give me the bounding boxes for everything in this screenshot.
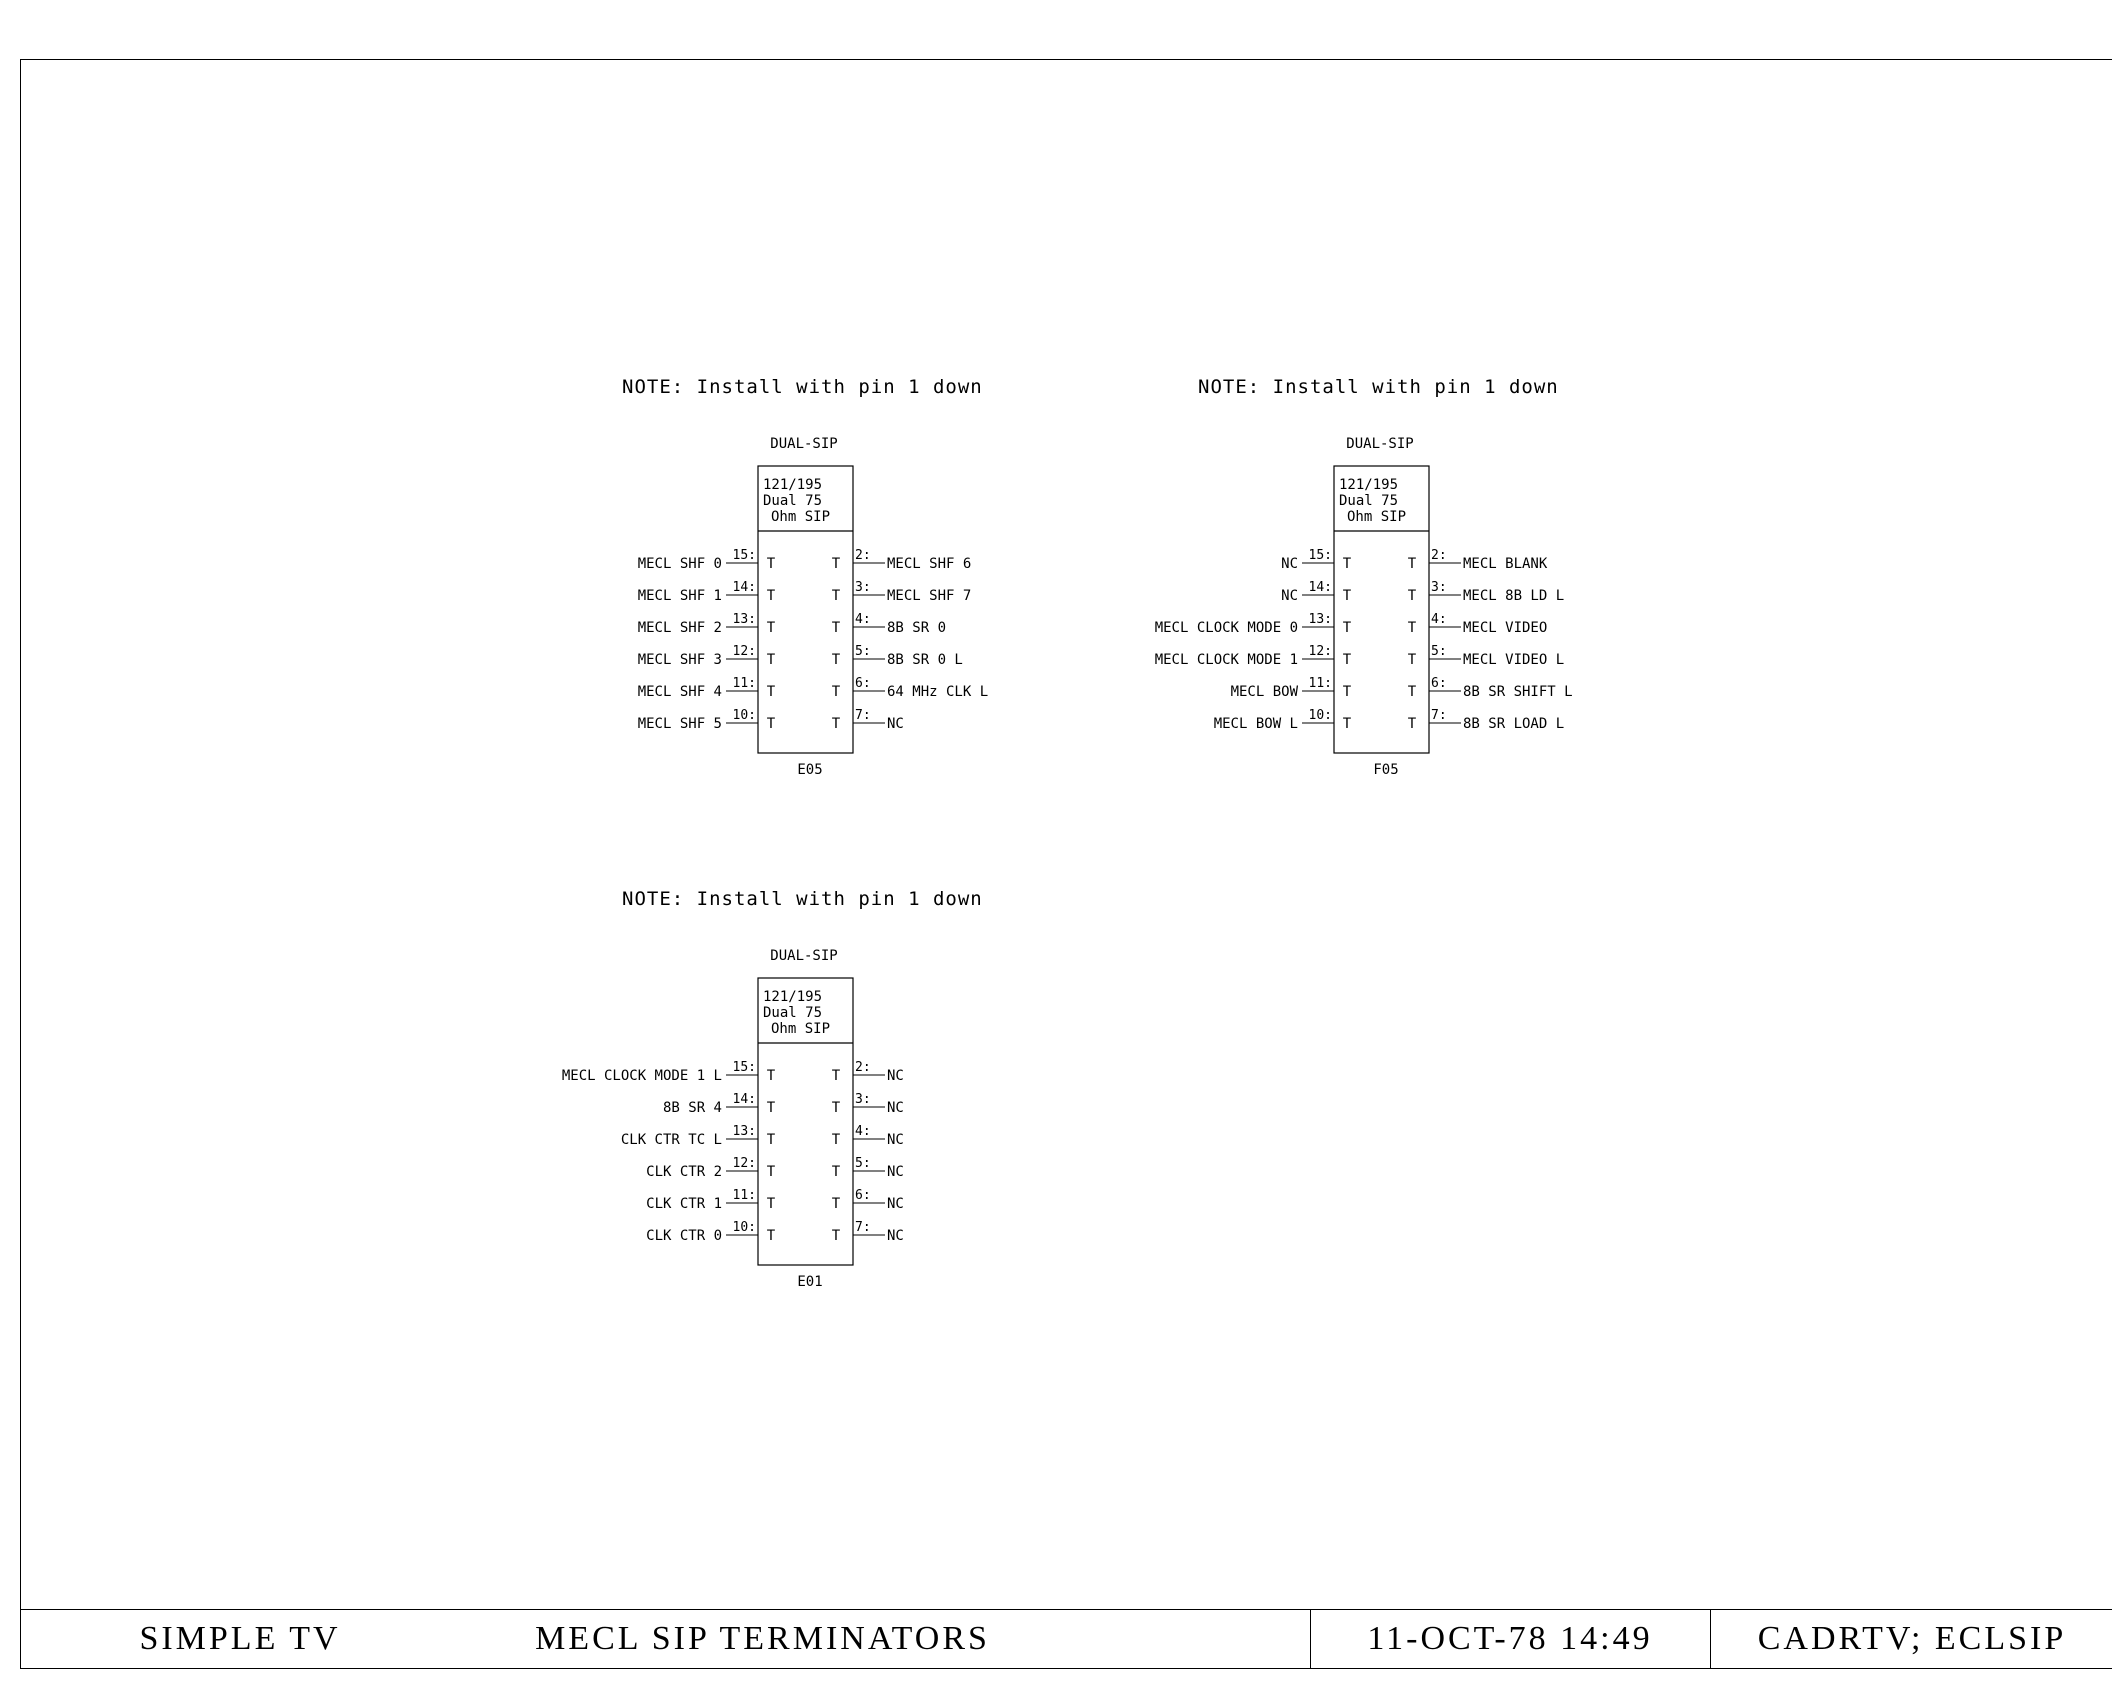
chip-description: Dual 75: [1339, 493, 1399, 509]
signal-label: CLK CTR 0: [646, 1228, 722, 1244]
terminator-label: T: [831, 588, 841, 604]
signal-label: NC: [887, 1100, 904, 1116]
pin-number: 15:: [732, 548, 756, 563]
pin-number: 14:: [732, 1092, 756, 1107]
pin-number: 2:: [855, 1060, 871, 1075]
signal-label: MECL CLOCK MODE 0: [1154, 620, 1298, 636]
signal-label: NC: [887, 1164, 904, 1180]
terminator-label: T: [766, 716, 776, 732]
signal-label: MECL VIDEO: [1463, 620, 1548, 636]
signal-label: NC: [1281, 556, 1298, 572]
terminator-label: T: [1407, 588, 1417, 604]
terminator-label: T: [1407, 620, 1417, 636]
terminator-label: T: [831, 652, 841, 668]
pin-number: 3:: [1431, 580, 1447, 595]
pin-number: 15:: [732, 1060, 756, 1075]
signal-label: CLK CTR TC L: [620, 1132, 722, 1148]
pin-number: 14:: [1308, 580, 1332, 595]
chip-reference: F05: [1373, 762, 1399, 778]
pin-number: 4:: [1431, 612, 1447, 627]
terminator-label: T: [766, 1132, 776, 1148]
chip-description: Dual 75: [763, 493, 823, 509]
signal-label: NC: [887, 1228, 904, 1244]
terminator-label: T: [831, 1196, 841, 1212]
sip-chip-e01: [562, 888, 983, 1290]
chip-reference: E05: [797, 762, 823, 778]
pin-number: 5:: [855, 1156, 871, 1171]
sip-chip-f05: [1155, 376, 1573, 778]
pin-number: 10:: [1308, 708, 1332, 723]
title-divider: [1710, 1610, 1711, 1668]
terminator-label: T: [766, 652, 776, 668]
pin-number: 11:: [732, 1188, 756, 1203]
signal-label: 64 MHz CLK L: [887, 684, 989, 700]
signal-label: MECL SHF 5: [637, 716, 722, 732]
signal-label: NC: [887, 1068, 904, 1084]
signal-label: MECL VIDEO L: [1463, 652, 1565, 668]
terminator-label: T: [766, 1068, 776, 1084]
pin-number: 7:: [855, 1220, 871, 1235]
chip-description: 121/195: [763, 989, 823, 1005]
terminator-label: T: [766, 1100, 776, 1116]
signal-label: MECL BOW L: [1213, 716, 1298, 732]
terminator-label: T: [1407, 684, 1417, 700]
pin-number: 10:: [732, 1220, 756, 1235]
terminator-label: T: [1342, 716, 1352, 732]
terminator-label: T: [1407, 716, 1417, 732]
pin-number: 4:: [855, 612, 871, 627]
signal-label: MECL 8B LD L: [1463, 588, 1565, 604]
signal-label: 8B SR 0 L: [887, 652, 963, 668]
signal-label: MECL SHF 4: [637, 684, 722, 700]
signal-label: MECL BOW: [1230, 684, 1298, 700]
signal-label: MECL SHF 6: [887, 556, 972, 572]
pin-number: 5:: [855, 644, 871, 659]
signal-label: MECL SHF 7: [887, 588, 972, 604]
terminator-label: T: [766, 1228, 776, 1244]
pin-number: 5:: [1431, 644, 1447, 659]
pin-number: 3:: [855, 1092, 871, 1107]
pin-number: 11:: [732, 676, 756, 691]
package-label: DUAL-SIP: [770, 948, 838, 964]
install-note: NOTE: Install with pin 1 down: [622, 376, 983, 398]
terminator-label: T: [831, 684, 841, 700]
title-divider: [1310, 1610, 1311, 1668]
pin-number: 11:: [1308, 676, 1332, 691]
terminator-label: T: [831, 1132, 841, 1148]
terminator-label: T: [766, 556, 776, 572]
terminator-label: T: [831, 620, 841, 636]
signal-label: NC: [887, 1196, 904, 1212]
signal-label: MECL CLOCK MODE 1 L: [561, 1068, 722, 1084]
terminator-label: T: [1407, 652, 1417, 668]
terminator-label: T: [831, 1068, 841, 1084]
signal-label: 8B SR 4: [662, 1100, 722, 1116]
pin-number: 12:: [1308, 644, 1332, 659]
pin-number: 6:: [1431, 676, 1447, 691]
signal-label: NC: [887, 716, 904, 732]
signal-label: MECL SHF 2: [637, 620, 722, 636]
signal-label: MECL SHF 3: [637, 652, 722, 668]
pin-number: 12:: [732, 1156, 756, 1171]
pin-number: 4:: [855, 1124, 871, 1139]
pin-number: 7:: [1431, 708, 1447, 723]
signal-label: NC: [887, 1132, 904, 1148]
pin-number: 15:: [1308, 548, 1332, 563]
pin-number: 14:: [732, 580, 756, 595]
pin-number: 3:: [855, 580, 871, 595]
drawing-date: 11-OCT-78 14:49: [1367, 1620, 1653, 1657]
pin-number: 13:: [1308, 612, 1332, 627]
signal-label: 8B SR LOAD L: [1463, 716, 1565, 732]
signal-label: CLK CTR 2: [646, 1164, 722, 1180]
terminator-label: T: [1342, 556, 1352, 572]
terminator-label: T: [831, 1228, 841, 1244]
pin-number: 13:: [732, 1124, 756, 1139]
chip-description: Dual 75: [763, 1005, 823, 1021]
pin-number: 6:: [855, 676, 871, 691]
pin-number: 6:: [855, 1188, 871, 1203]
package-label: DUAL-SIP: [770, 436, 838, 452]
signal-label: MECL SHF 1: [637, 588, 722, 604]
pin-number: 2:: [1431, 548, 1447, 563]
pin-number: 13:: [732, 612, 756, 627]
chip-description: 121/195: [1339, 477, 1399, 493]
drawing-title: MECL SIP TERMINATORS: [535, 1620, 990, 1657]
drawing-file: CADRTV; ECLSIP: [1757, 1620, 2067, 1657]
terminator-label: T: [1342, 684, 1352, 700]
signal-label: MECL BLANK: [1463, 556, 1548, 572]
chip-description: Ohm SIP: [1347, 509, 1407, 525]
package-label: DUAL-SIP: [1346, 436, 1414, 452]
signal-label: NC: [1281, 588, 1298, 604]
chip-reference: E01: [797, 1274, 823, 1290]
signal-label: 8B SR 0: [887, 620, 947, 636]
install-note: NOTE: Install with pin 1 down: [1198, 376, 1559, 398]
install-note: NOTE: Install with pin 1 down: [622, 888, 983, 910]
pin-number: 7:: [855, 708, 871, 723]
terminator-label: T: [766, 620, 776, 636]
terminator-label: T: [831, 1164, 841, 1180]
title-block: [20, 1609, 2112, 1669]
terminator-label: T: [831, 716, 841, 732]
pin-number: 2:: [855, 548, 871, 563]
chip-description: Ohm SIP: [771, 1021, 831, 1037]
terminator-label: T: [1342, 588, 1352, 604]
sip-chip-e05: [622, 376, 988, 778]
project-name: SIMPLE TV: [139, 1620, 341, 1657]
chip-description: 121/195: [763, 477, 823, 493]
signal-label: CLK CTR 1: [646, 1196, 722, 1212]
signal-label: 8B SR SHIFT L: [1463, 684, 1573, 700]
terminator-label: T: [831, 1100, 841, 1116]
signal-label: MECL CLOCK MODE 1: [1154, 652, 1298, 668]
terminator-label: T: [766, 1196, 776, 1212]
terminator-label: T: [766, 1164, 776, 1180]
terminator-label: T: [766, 684, 776, 700]
chip-description: Ohm SIP: [771, 509, 831, 525]
terminator-label: T: [1407, 556, 1417, 572]
terminator-label: T: [831, 556, 841, 572]
terminator-label: T: [1342, 620, 1352, 636]
pin-number: 10:: [732, 708, 756, 723]
terminator-label: T: [766, 588, 776, 604]
terminator-label: T: [1342, 652, 1352, 668]
signal-label: MECL SHF 0: [637, 556, 722, 572]
pin-number: 12:: [732, 644, 756, 659]
